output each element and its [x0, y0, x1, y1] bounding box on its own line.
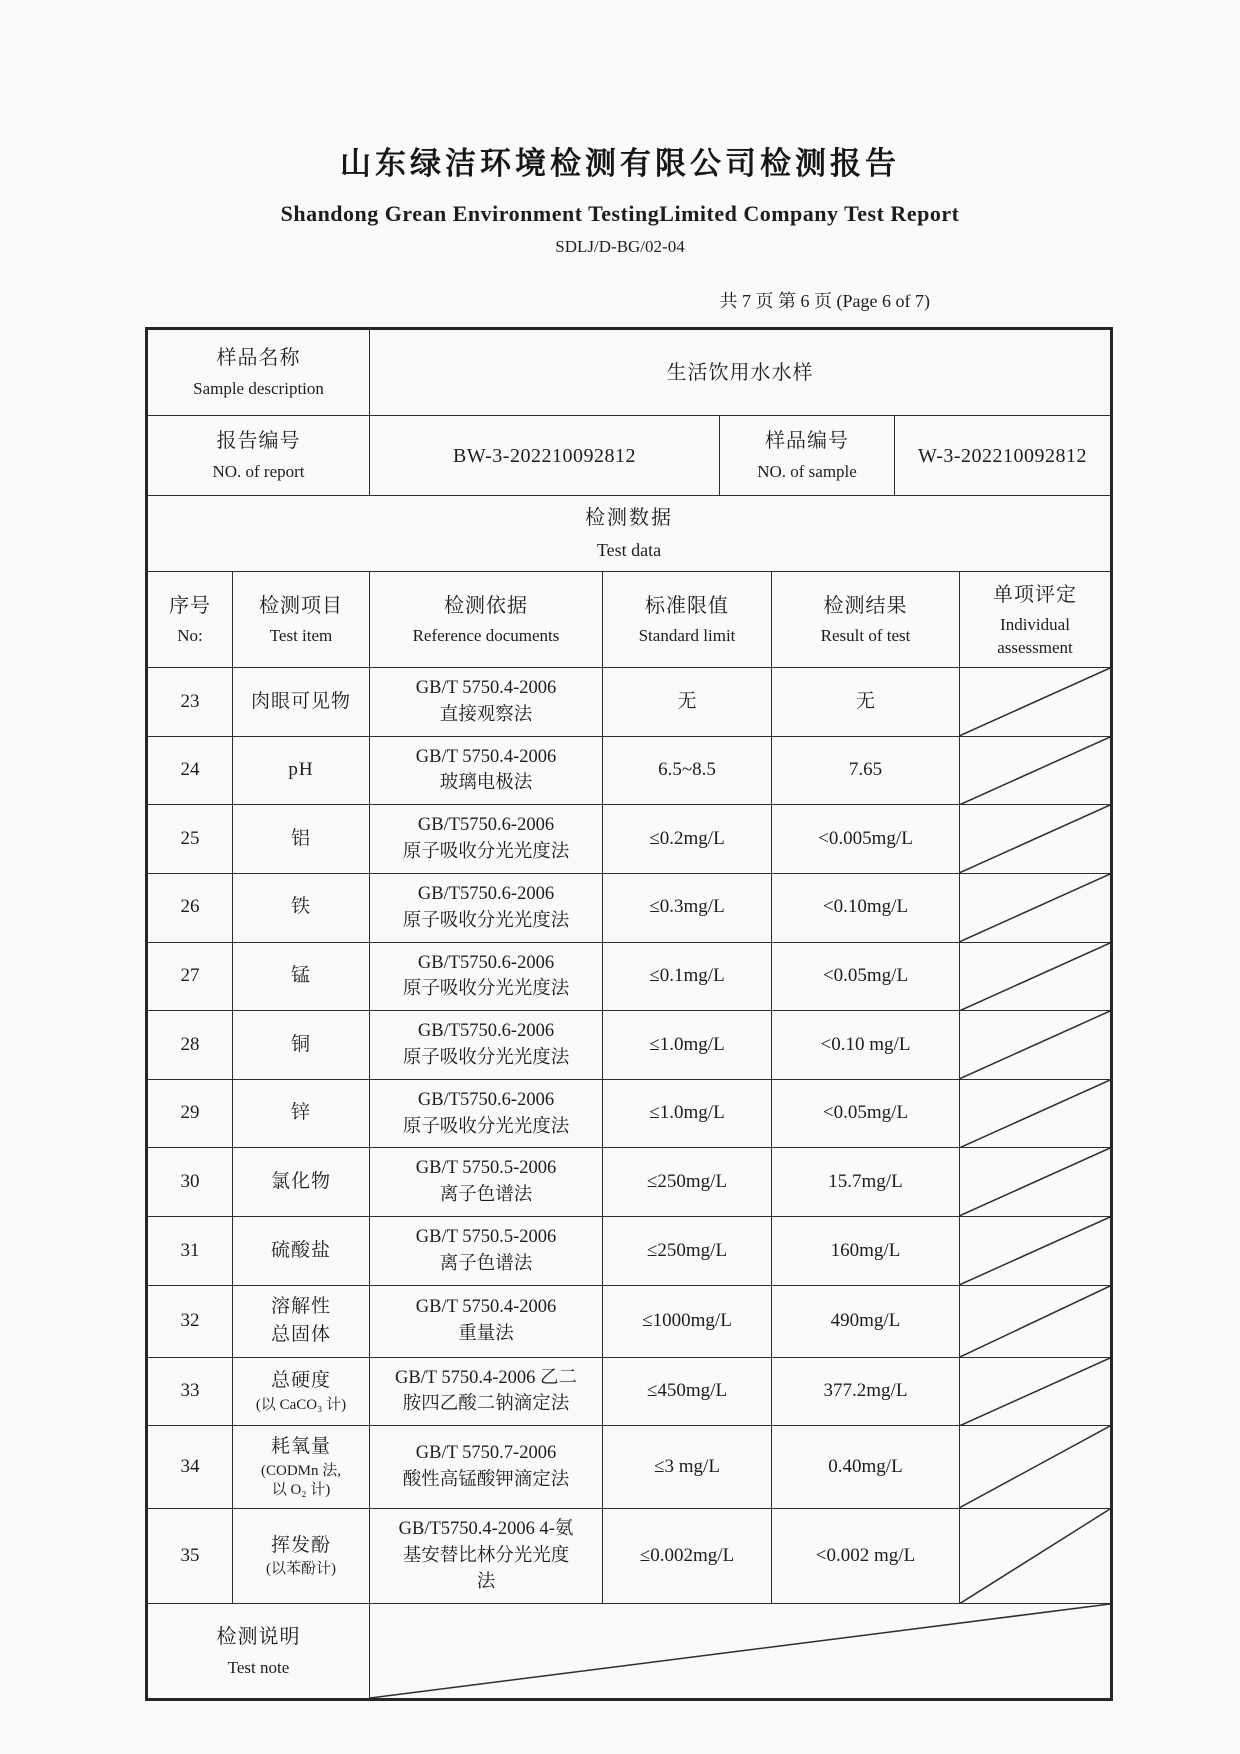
column-header-no-en: No: — [177, 626, 203, 646]
column-header-item-en: Test item — [269, 626, 333, 646]
sample-number-label — [720, 416, 895, 496]
row-reference-document: GB/T5750.6-2006 原子吸收分光光度法 — [370, 805, 603, 874]
row-standard-limit: ≤1000mg/L — [603, 1286, 772, 1358]
column-header-assessment-en: Individual assessment — [997, 615, 1073, 657]
row-test-item-name: 总硬度 — [270, 1370, 331, 1392]
row-number: 24 — [148, 737, 233, 806]
column-header-limit-en: Standard limit — [638, 626, 736, 646]
test-rows-container — [148, 668, 1110, 1604]
sample-description-label-en: Sample description — [193, 379, 324, 399]
row-number: 32 — [148, 1286, 233, 1358]
test-note-row — [148, 1604, 1110, 1698]
row-assessment-cell — [960, 1358, 1110, 1427]
row-test-item-name: 肉眼可见物 — [250, 690, 351, 712]
row-test-item-name: 铜 — [290, 1033, 311, 1055]
row-test-item — [233, 805, 370, 874]
diagonal-strike-line — [960, 668, 1110, 736]
row-test-item-name: 锰 — [290, 965, 311, 987]
row-reference-document: GB/T 5750.5-2006 离子色谱法 — [370, 1217, 603, 1286]
test-note-label — [148, 1604, 370, 1698]
row-test-item — [233, 668, 370, 737]
diagonal-strike-line — [960, 737, 1110, 805]
column-header-row — [148, 572, 1110, 668]
row-number: 27 — [148, 943, 233, 1012]
row-assessment-cell — [960, 1509, 1110, 1604]
row-standard-limit: 无 — [603, 668, 772, 737]
row-test-result: <0.10 mg/L — [772, 1011, 960, 1080]
row-test-result: 15.7mg/L — [772, 1148, 960, 1217]
row-test-item-name: 锌 — [290, 1102, 311, 1124]
row-assessment-cell — [960, 668, 1110, 737]
row-standard-limit: ≤0.1mg/L — [603, 943, 772, 1012]
diagonal-strike-line — [370, 1604, 1110, 1698]
diagonal-strike-line — [960, 874, 1110, 942]
column-header-assessment-cn: 单项评定 — [993, 584, 1077, 607]
column-header-limit-cn: 标准限值 — [645, 595, 729, 618]
test-data-title-en: Test data — [596, 540, 662, 560]
row-reference-document: GB/T5750.6-2006 原子吸收分光光度法 — [370, 943, 603, 1012]
diagonal-strike-line — [960, 1509, 1110, 1603]
sample-description-label — [148, 330, 370, 416]
row-standard-limit: ≤0.3mg/L — [603, 874, 772, 943]
row-assessment-cell — [960, 943, 1110, 1012]
diagonal-strike-line — [960, 1426, 1110, 1508]
table-row — [148, 1358, 1110, 1427]
table-row — [148, 1286, 1110, 1358]
row-assessment-cell — [960, 1286, 1110, 1358]
row-standard-limit: ≤1.0mg/L — [603, 1080, 772, 1149]
column-header-assessment — [960, 572, 1110, 668]
row-reference-document: GB/T 5750.4-2006 玻璃电极法 — [370, 737, 603, 806]
row-test-result: 377.2mg/L — [772, 1358, 960, 1427]
row-assessment-cell — [960, 1426, 1110, 1509]
table-row — [148, 874, 1110, 943]
table-row — [148, 1080, 1110, 1149]
row-test-result: 7.65 — [772, 737, 960, 806]
column-header-result-cn: 检测结果 — [823, 595, 908, 618]
column-header-reference-en: Reference documents — [412, 626, 560, 646]
test-report-table — [145, 327, 1113, 1701]
row-test-result: <0.002 mg/L — [772, 1509, 960, 1604]
row-test-result: <0.05mg/L — [772, 943, 960, 1012]
row-test-item — [233, 1358, 370, 1427]
column-header-result-en: Result of test — [820, 626, 911, 646]
row-assessment-cell — [960, 1148, 1110, 1217]
row-reference-document: GB/T 5750.4-2006 乙二 胺四乙酸二钠滴定法 — [370, 1358, 603, 1427]
diagonal-strike-line — [960, 1217, 1110, 1285]
row-assessment-cell — [960, 1011, 1110, 1080]
row-test-result: 490mg/L — [772, 1286, 960, 1358]
diagonal-strike-line — [960, 805, 1110, 873]
row-reference-document: GB/T 5750.4-2006 直接观察法 — [370, 668, 603, 737]
row-reference-document: GB/T5750.4-2006 4-氨 基安替比林分光光度 法 — [370, 1509, 603, 1604]
test-note-label-cn: 检测说明 — [216, 1625, 301, 1648]
report-number-label-en: NO. of report — [212, 462, 305, 482]
row-number: 30 — [148, 1148, 233, 1217]
row-reference-document: GB/T5750.6-2006 原子吸收分光光度法 — [370, 874, 603, 943]
row-assessment-cell — [960, 874, 1110, 943]
row-test-item — [233, 737, 370, 806]
row-standard-limit: ≤250mg/L — [603, 1217, 772, 1286]
sample-description-value: 生活饮用水水样 — [370, 330, 1110, 416]
test-note-label-en: Test note — [227, 1657, 290, 1677]
row-test-item-name: 耗氧量 — [270, 1436, 331, 1458]
row-standard-limit: ≤3 mg/L — [603, 1426, 772, 1509]
row-test-item-qualifier: (CODMn 法, 以 O₂ 计) — [260, 1462, 341, 1499]
sample-description-label-cn: 样品名称 — [216, 347, 301, 370]
table-row — [148, 805, 1110, 874]
document-code: SDLJ/D-BG/02-04 — [555, 237, 685, 256]
row-number: 26 — [148, 874, 233, 943]
table-row — [148, 1509, 1110, 1604]
report-title-chinese: 山东绿洁环境检测有限公司检测报告 — [340, 146, 900, 181]
row-reference-document: GB/T 5750.5-2006 离子色谱法 — [370, 1148, 603, 1217]
row-standard-limit: ≤450mg/L — [603, 1358, 772, 1427]
diagonal-strike-line — [960, 1286, 1110, 1357]
row-test-item-name: 氯化物 — [270, 1170, 331, 1192]
report-number-label — [148, 416, 370, 496]
report-number-value: BW-3-202210092812 — [370, 416, 720, 496]
column-header-reference-cn: 检测依据 — [444, 595, 528, 618]
row-assessment-cell — [960, 737, 1110, 806]
row-standard-limit: 6.5~8.5 — [603, 737, 772, 806]
table-row — [148, 1426, 1110, 1509]
test-data-title-cn: 检测数据 — [585, 507, 673, 529]
row-number: 33 — [148, 1358, 233, 1427]
table-row — [148, 668, 1110, 737]
row-test-result: 0.40mg/L — [772, 1426, 960, 1509]
row-standard-limit: ≤1.0mg/L — [603, 1011, 772, 1080]
column-header-limit — [603, 572, 772, 668]
row-number: 28 — [148, 1011, 233, 1080]
row-test-item-name: 铝 — [290, 827, 311, 849]
test-note-empty-cell — [370, 1604, 1110, 1698]
column-header-no-cn: 序号 — [169, 595, 211, 618]
column-header-item-cn: 检测项目 — [259, 595, 343, 618]
test-data-section-row — [148, 496, 1110, 572]
column-header-item — [233, 572, 370, 668]
sample-number-label-cn: 样品编号 — [765, 430, 849, 453]
row-standard-limit: ≤0.002mg/L — [603, 1509, 772, 1604]
row-assessment-cell — [960, 1080, 1110, 1149]
row-test-result: 无 — [772, 668, 960, 737]
sample-number-label-en: NO. of sample — [757, 462, 857, 482]
column-header-result — [772, 572, 960, 668]
page-indicator: 共 7 页 第 6 页 (Page 6 of 7) — [719, 291, 930, 311]
row-reference-document: GB/T 5750.4-2006 重量法 — [370, 1286, 603, 1358]
row-test-item-name: 挥发酚 — [270, 1534, 331, 1556]
row-standard-limit: ≤250mg/L — [603, 1148, 772, 1217]
row-assessment-cell — [960, 1217, 1110, 1286]
row-number: 31 — [148, 1217, 233, 1286]
diagonal-strike-line — [960, 1080, 1110, 1148]
row-test-result: <0.005mg/L — [772, 805, 960, 874]
report-number-row — [148, 416, 1110, 496]
row-number: 25 — [148, 805, 233, 874]
sample-number-value: W-3-202210092812 — [895, 416, 1110, 496]
table-row — [148, 1217, 1110, 1286]
row-number: 34 — [148, 1426, 233, 1509]
row-number: 23 — [148, 668, 233, 737]
row-test-item-name: pH — [288, 759, 314, 781]
row-number: 29 — [148, 1080, 233, 1149]
diagonal-strike-line — [960, 1011, 1110, 1079]
row-test-result: <0.10mg/L — [772, 874, 960, 943]
row-test-item — [233, 1217, 370, 1286]
row-test-item-qualifier: (以 CaCO₃ 计) — [255, 1396, 347, 1413]
row-reference-document: GB/T5750.6-2006 原子吸收分光光度法 — [370, 1080, 603, 1149]
row-test-item-name: 溶解性 总固体 — [270, 1295, 331, 1346]
row-test-item — [233, 1011, 370, 1080]
row-test-item — [233, 1509, 370, 1604]
row-assessment-cell — [960, 805, 1110, 874]
row-number: 35 — [148, 1509, 233, 1604]
table-row — [148, 1148, 1110, 1217]
row-test-item — [233, 874, 370, 943]
row-reference-document: GB/T 5750.7-2006 酸性高锰酸钾滴定法 — [370, 1426, 603, 1509]
table-row — [148, 1011, 1110, 1080]
row-test-item — [233, 1080, 370, 1149]
sample-description-row — [148, 330, 1110, 416]
row-standard-limit: ≤0.2mg/L — [603, 805, 772, 874]
diagonal-strike-line — [960, 1148, 1110, 1216]
column-header-reference — [370, 572, 603, 668]
row-test-result: 160mg/L — [772, 1217, 960, 1286]
row-test-item — [233, 1148, 370, 1217]
row-test-item — [233, 943, 370, 1012]
table-row — [148, 737, 1110, 806]
row-test-item-name: 硫酸盐 — [270, 1239, 331, 1261]
report-title-english: Shandong Grean Environment TestingLimited Company Test Report — [280, 201, 960, 226]
row-test-item-name: 铁 — [290, 896, 311, 918]
test-data-section-title — [148, 496, 1110, 572]
report-number-label-cn: 报告编号 — [216, 430, 301, 453]
row-reference-document: GB/T5750.6-2006 原子吸收分光光度法 — [370, 1011, 603, 1080]
row-test-result: <0.05mg/L — [772, 1080, 960, 1149]
row-test-item — [233, 1286, 370, 1358]
row-test-item-qualifier: (以苯酚计) — [266, 1561, 336, 1578]
table-row — [148, 943, 1110, 1012]
column-header-no — [148, 572, 233, 668]
diagonal-strike-line — [960, 1358, 1110, 1426]
diagonal-strike-line — [960, 943, 1110, 1011]
row-test-item — [233, 1426, 370, 1509]
